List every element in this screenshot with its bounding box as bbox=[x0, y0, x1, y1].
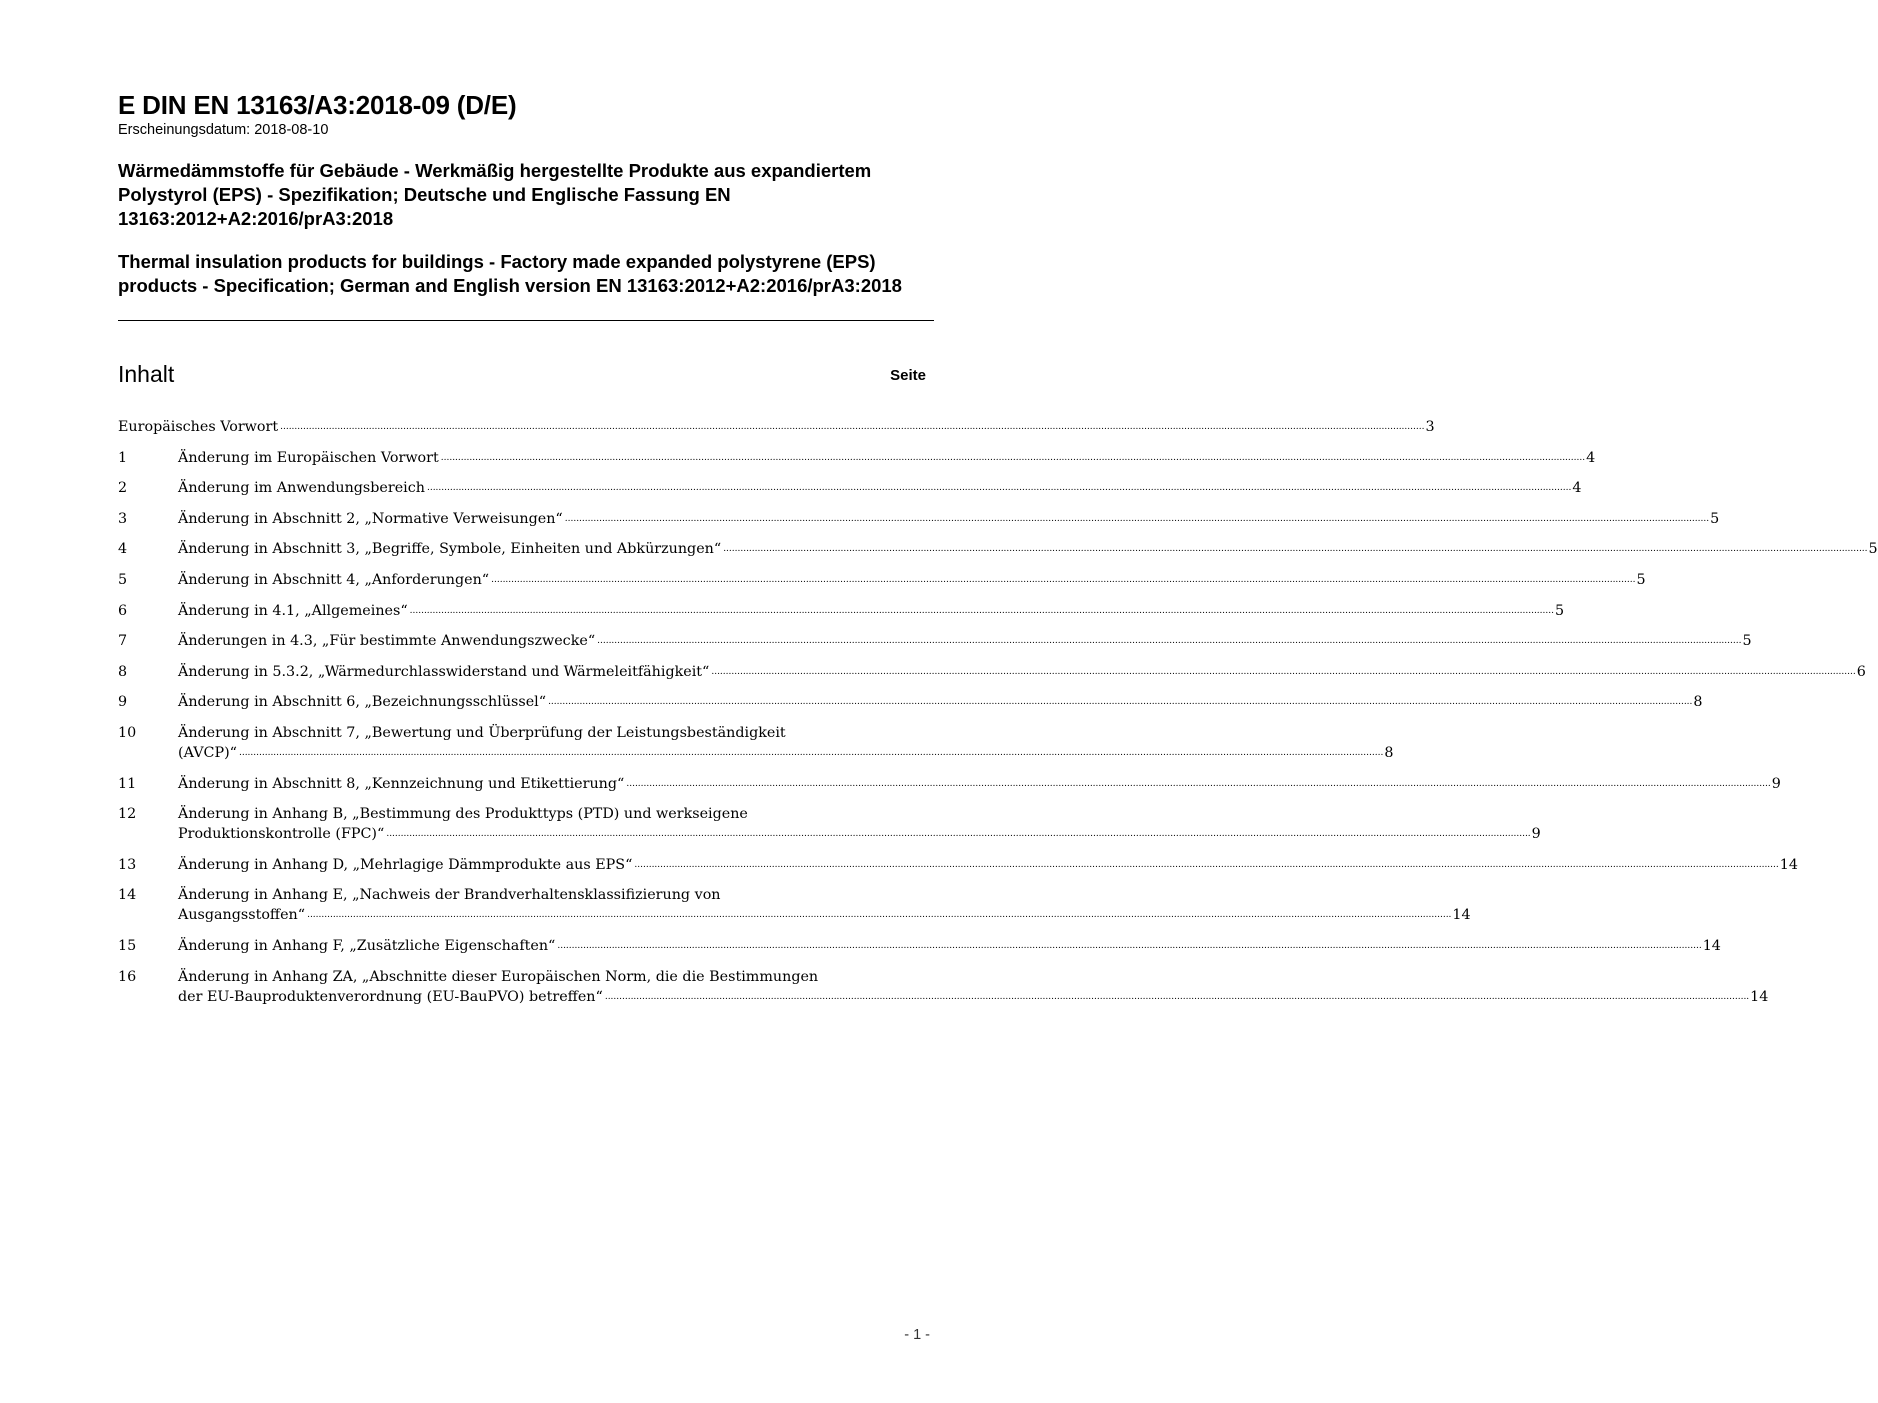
toc-dot-leader: ................................................................................................................................................................................................................................................................................................................................................................................................................ bbox=[557, 940, 1702, 951]
toc-dot-leader: ................................................................................................................................................................................................................................................................................................................................................................................................................ bbox=[491, 574, 1636, 585]
toc-entry[interactable] bbox=[118, 692, 1703, 712]
toc-entry-title-line: Änderung in Anhang B, „Bestimmung des Produkttyps (PTD) und werkseigene bbox=[178, 806, 748, 823]
toc-entry-title-line: Änderung in Abschnitt 8, „Kennzeichnung und Etikettierung“ bbox=[178, 775, 625, 792]
toc-entry[interactable] bbox=[118, 539, 1878, 559]
toc-entry[interactable] bbox=[118, 804, 1541, 844]
toc-dot-leader: ................................................................................................................................................................................................................................................................................................................................................................................................................ bbox=[386, 829, 1531, 840]
toc-entry-title-line: Änderung in Anhang E, „Nachweis der Brandverhaltensklassifizierung von bbox=[178, 887, 721, 904]
toc-heading: Inhalt bbox=[118, 361, 175, 387]
toc-entry-page: 14 bbox=[1750, 988, 1769, 1005]
toc-entry-title-line: Änderung in 5.3.2, „Wärmedurchlasswiderstand und Wärmeleitfähigkeit“ bbox=[178, 663, 710, 680]
toc-entry-title-line: Änderung in Anhang ZA, „Abschnitte dieser Europäischen Norm, die die Bestimmungen bbox=[178, 968, 819, 985]
toc-entry-title-line: Änderung in Abschnitt 4, „Anforderungen“ bbox=[178, 571, 490, 588]
toc-entry-title-line: Änderung im Europäischen Vorwort bbox=[178, 449, 439, 466]
toc-entry-number: 16 bbox=[118, 968, 137, 985]
toc-entry-number: 3 bbox=[118, 510, 128, 527]
toc-entry[interactable] bbox=[118, 448, 1596, 468]
toc-dot-leader: ................................................................................................................................................................................................................................................................................................................................................................................................................ bbox=[723, 544, 1868, 555]
toc-entry[interactable] bbox=[118, 936, 1721, 956]
toc-entry-page: 5 bbox=[1742, 633, 1752, 650]
toc-entry-title-line: Änderung in Anhang F, „Zusätzliche Eigenschaften“ bbox=[178, 937, 556, 954]
toc-entry-title-line: Ausgangsstoffen“ bbox=[178, 907, 306, 924]
toc-entry-number: 8 bbox=[118, 663, 128, 680]
toc-entry[interactable] bbox=[118, 601, 1565, 621]
toc-entry[interactable] bbox=[118, 774, 1781, 794]
header-divider bbox=[118, 320, 934, 321]
toc-entry-page: 3 bbox=[1425, 419, 1435, 435]
toc-entry[interactable] bbox=[118, 662, 1866, 682]
toc-entry[interactable] bbox=[118, 570, 1646, 590]
toc-entry-title-line: Änderung im Anwendungsbereich bbox=[178, 480, 425, 497]
toc-entry-title-line: Änderungen in 4.3, „Für bestimmte Anwendungszwecke“ bbox=[178, 633, 596, 650]
toc-entry-page: 14 bbox=[1452, 907, 1471, 924]
toc-dot-leader: ................................................................................................................................................................................................................................................................................................................................................................................................................ bbox=[280, 422, 1425, 432]
page-number: - 1 - bbox=[904, 1327, 930, 1343]
toc-entry[interactable] bbox=[118, 723, 1394, 763]
toc-entry-number: 10 bbox=[118, 724, 137, 741]
toc-entry-page: 5 bbox=[1554, 602, 1565, 619]
toc-page-column-label: Seite bbox=[890, 367, 926, 384]
toc-entry[interactable] bbox=[118, 631, 1752, 651]
toc-entry-page: 8 bbox=[1384, 744, 1394, 761]
toc-entry-title-line: Änderung in Abschnitt 7, „Bewertung und Überprüfung der Leistungsbeständigkeit bbox=[178, 724, 786, 741]
toc-dot-leader: ................................................................................................................................................................................................................................................................................................................................................................................................................ bbox=[711, 666, 1856, 677]
toc-entry-title-line: Europäisches Vorwort bbox=[118, 419, 279, 435]
toc-entry[interactable] bbox=[118, 478, 1582, 498]
document-id: E DIN EN 13163/A3:2018-09 (D/E) bbox=[118, 90, 517, 120]
toc-entry[interactable] bbox=[118, 967, 1769, 1007]
toc-entry-page: 8 bbox=[1693, 694, 1703, 711]
toc-entry-title-line: Änderung in Abschnitt 6, „Bezeichnungsschlüssel“ bbox=[178, 694, 547, 711]
publication-date: Erscheinungsdatum: 2018-08-10 bbox=[118, 122, 329, 138]
toc-dot-leader: ................................................................................................................................................................................................................................................................................................................................................................................................................ bbox=[597, 636, 1742, 647]
toc-entry-page: 4 bbox=[1572, 480, 1582, 497]
toc-dot-leader: ................................................................................................................................................................................................................................................................................................................................................................................................................ bbox=[604, 991, 1750, 1002]
toc-entry-number: 6 bbox=[118, 602, 128, 619]
toc-entry-title-line: der EU-Bauproduktenverordnung (EU-BauPVO) betreffen“ bbox=[178, 988, 603, 1005]
title-german: Wärmedämmstoffe für Gebäude - Werkmäßig hergestellte Produkte aus expandiertem Polystyrol (EPS) - Spezifikation; Deutsche und Englische Fassung EN 13163:2012+A2:2016/prA3:2018 bbox=[118, 160, 872, 229]
toc-entry-title-line: Änderung in Anhang D, „Mehrlagige Dämmprodukte aus EPS“ bbox=[178, 856, 633, 873]
toc-entry[interactable] bbox=[118, 885, 1471, 925]
toc-entry-title-line: Produktionskontrolle (FPC)“ bbox=[178, 826, 385, 843]
toc-dot-leader: ................................................................................................................................................................................................................................................................................................................................................................................................................ bbox=[426, 483, 1572, 494]
toc-entry-page: 5 bbox=[1868, 541, 1878, 558]
toc-entry-page: 4 bbox=[1586, 449, 1596, 466]
toc-entry-number: 7 bbox=[118, 633, 128, 650]
toc-entry-page: 5 bbox=[1710, 510, 1720, 527]
toc-entry-number: 2 bbox=[118, 480, 128, 497]
toc-entry-number: 14 bbox=[118, 887, 137, 904]
toc-dot-leader: ................................................................................................................................................................................................................................................................................................................................................................................................................ bbox=[564, 513, 1710, 524]
toc-entry-number: 13 bbox=[118, 856, 137, 873]
toc-entry-number: 9 bbox=[118, 694, 128, 711]
toc-dot-leader: ................................................................................................................................................................................................................................................................................................................................................................................................................ bbox=[307, 910, 1452, 921]
toc-entry-number: 15 bbox=[118, 937, 137, 954]
toc-entry-page: 6 bbox=[1856, 663, 1866, 680]
toc-entry-page: 9 bbox=[1771, 775, 1781, 792]
title-english: Thermal insulation products for buildings - Factory made expanded polystyrene (EPS) products - Specification; German and English version EN 13163:2012+A2:2016/prA3:2018 bbox=[118, 251, 902, 296]
toc-entry[interactable] bbox=[118, 855, 1798, 875]
toc-entry-page: 14 bbox=[1779, 856, 1798, 873]
toc-entry-number: 4 bbox=[118, 541, 128, 558]
toc-dot-leader: ................................................................................................................................................................................................................................................................................................................................................................................................................ bbox=[626, 778, 1771, 789]
toc-entry-page: 14 bbox=[1702, 937, 1721, 954]
toc-entry-number: 5 bbox=[118, 571, 128, 588]
toc-entry-title-line: Änderung in Abschnitt 3, „Begriffe, Symbole, Einheiten und Abkürzungen“ bbox=[178, 541, 722, 558]
toc-entry[interactable] bbox=[118, 509, 1720, 529]
toc-dot-leader: ................................................................................................................................................................................................................................................................................................................................................................................................................ bbox=[634, 859, 1779, 870]
toc-entry[interactable] bbox=[118, 417, 1435, 437]
toc-dot-leader: ................................................................................................................................................................................................................................................................................................................................................................................................................ bbox=[440, 452, 1586, 463]
toc-entry-page: 5 bbox=[1636, 571, 1646, 588]
toc-dot-leader: ................................................................................................................................................................................................................................................................................................................................................................................................................ bbox=[409, 605, 1554, 616]
toc-entry-number: 1 bbox=[118, 449, 128, 466]
toc-dot-leader: ................................................................................................................................................................................................................................................................................................................................................................................................................ bbox=[238, 747, 1384, 758]
toc-entry-page: 9 bbox=[1531, 826, 1541, 843]
toc-dot-leader: ................................................................................................................................................................................................................................................................................................................................................................................................................ bbox=[548, 697, 1693, 708]
toc-entry-title-line: (AVCP)“ bbox=[178, 744, 237, 761]
toc-entry-title-line: Änderung in 4.1, „Allgemeines“ bbox=[178, 602, 408, 619]
toc-entry-number: 12 bbox=[118, 806, 137, 823]
toc-entry-title-line: Änderung in Abschnitt 2, „Normative Verweisungen“ bbox=[178, 510, 563, 527]
table-of-contents bbox=[118, 417, 1878, 1007]
toc-entry-number: 11 bbox=[118, 775, 137, 792]
